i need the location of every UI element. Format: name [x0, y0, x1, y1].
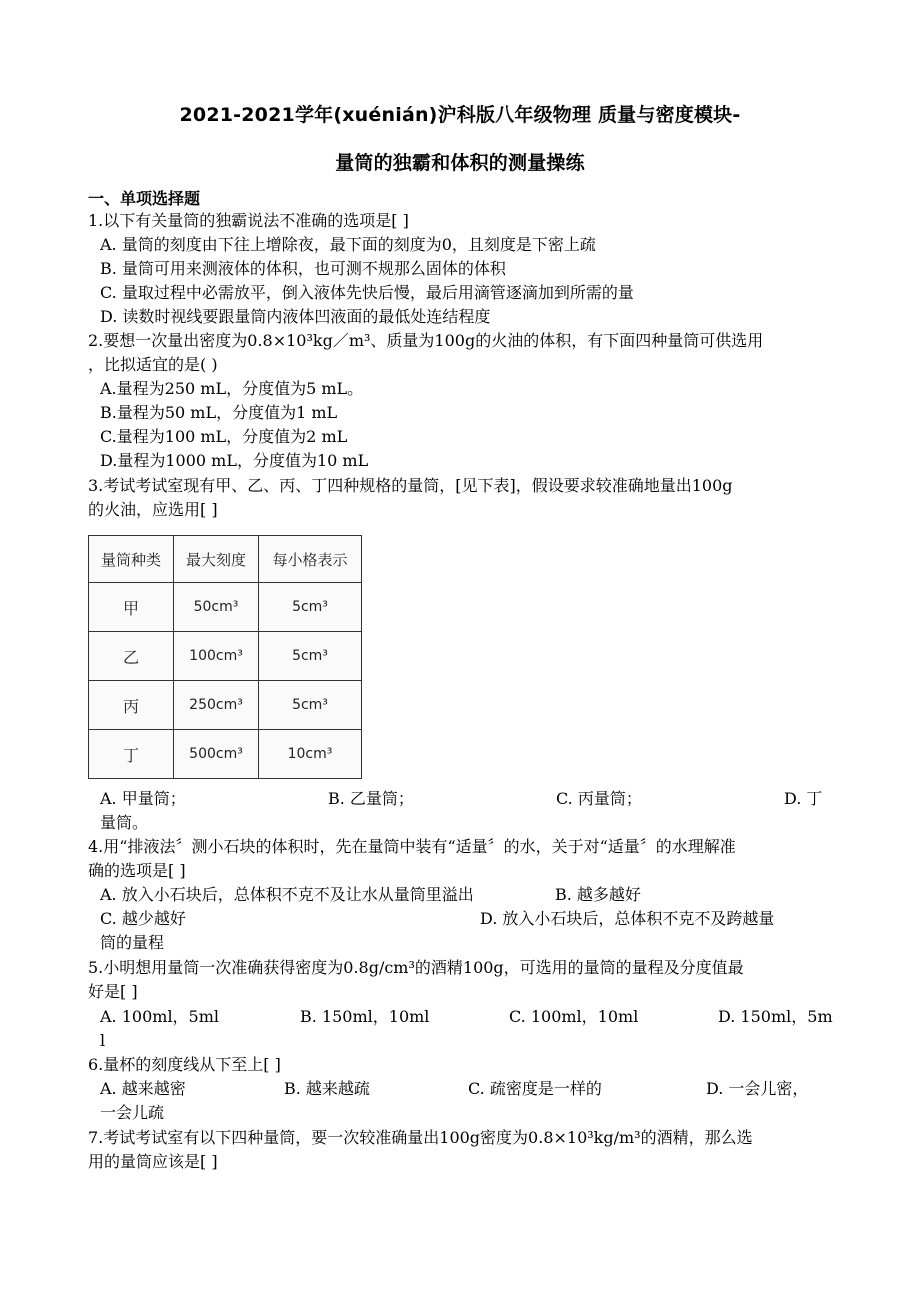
q4-option-d-cont: 筒的量程 — [100, 933, 165, 952]
q1-option-c: C. 量取过程中必需放平，倒入液体先快后慢，最后用滴管逐滴加到所需的量 — [100, 283, 634, 302]
q3-option-d: D. 丁 — [784, 789, 823, 808]
q5-option-c: C. 100ml，10ml — [509, 1007, 639, 1026]
q2-option-b: B.量程为50 mL，分度值为1 mL — [100, 403, 338, 422]
title-line-2: 量筒的独霸和体积的测量操练 — [335, 152, 585, 174]
table-header-cell: 最大刻度 — [174, 536, 259, 583]
q3-stem-cont: 的火油，应选用[ ] — [88, 500, 218, 519]
table-cell-unit: 5cm³ — [259, 632, 362, 681]
q5-option-d: D. 150ml，5m — [718, 1007, 833, 1026]
q4-stem-cont: 确的选项是[ ] — [88, 861, 186, 880]
q4-stem: 4.用“排液法〞测小石块的体积时，先在量筒中装有“适量〞的水，关于对“适量〞的水理解准 — [88, 837, 736, 856]
q2-stem-cont: ，比拟适宜的是( ) — [88, 355, 218, 374]
q6-option-a: A. 越来越密 — [100, 1079, 186, 1098]
table-cell-kind: 丙 — [89, 681, 174, 730]
section-heading: 一、单项选择题 — [88, 189, 201, 208]
q5-stem-cont: 好是[ ] — [88, 982, 138, 1001]
q4-option-a: A. 放入小石块后，总体积不克不及让水从量筒里溢出 — [100, 885, 474, 904]
table-row — [89, 681, 362, 730]
q6-stem: 6.量杯的刻度线从下至上[ ] — [88, 1055, 281, 1074]
q5-option-d-cont: l — [100, 1031, 106, 1050]
q7-stem-cont: 用的量筒应该是[ ] — [88, 1152, 218, 1171]
table-cell-kind: 乙 — [89, 632, 174, 681]
table-cell-max: 50cm³ — [174, 583, 259, 632]
q6-option-d-cont: 一会儿疏 — [100, 1103, 165, 1122]
q1-option-d: D. 读数时视线要跟量筒内液体凹液面的最低处连结程度 — [100, 307, 491, 326]
q3-option-a: A. 甲量筒； — [100, 789, 186, 808]
q3-option-d-cont: 量筒。 — [100, 813, 149, 832]
q2-option-c: C.量程为100 mL，分度值为2 mL — [100, 427, 348, 446]
table-cell-kind: 甲 — [89, 583, 174, 632]
table-cell-unit: 5cm³ — [259, 583, 362, 632]
q4-option-b: B. 越多越好 — [555, 885, 641, 904]
q1-stem: 1.以下有关量筒的独霸说法不准确的选项是[ ] — [88, 211, 409, 230]
table-header-row — [89, 536, 362, 583]
table-cell-kind: 丁 — [89, 730, 174, 779]
q3-option-b: B. 乙量筒； — [328, 789, 414, 808]
table-cell-unit: 10cm³ — [259, 730, 362, 779]
q6-option-c: C. 疏密度是一样的 — [468, 1079, 602, 1098]
table-cell-max: 100cm³ — [174, 632, 259, 681]
table-cell-unit: 5cm³ — [259, 681, 362, 730]
q2-option-a: A.量程为250 mL，分度值为5 mL。 — [100, 379, 364, 398]
table-row — [89, 632, 362, 681]
q6-option-b: B. 越来越疏 — [284, 1079, 370, 1098]
q2-stem: 2.要想一次量出密度为0.8×10³kg／m³、质量为100g的火油的体积，有下面四种量筒可供选用 — [88, 331, 764, 350]
table-cell-max: 250cm³ — [174, 681, 259, 730]
q7-stem: 7.考试考试室有以下四种量筒，要一次较准确量出100g密度为0.8×10³kg/m³的酒精，那么选 — [88, 1128, 753, 1147]
table-header-cell: 每小格表示 — [259, 536, 362, 583]
q2-option-d: D.量程为1000 mL，分度值为10 mL — [100, 451, 369, 470]
cylinder-spec-table — [88, 535, 362, 779]
table-row — [89, 730, 362, 779]
q5-stem: 5.小明想用量筒一次准确获得密度为0.8g/cm³的酒精100g，可选用的量筒的量程及分度值最 — [88, 958, 744, 977]
table-row — [89, 583, 362, 632]
table-cell-max: 500cm³ — [174, 730, 259, 779]
q1-option-a: A. 量筒的刻度由下往上增除夜，最下面的刻度为0，且刻度是下密上疏 — [100, 235, 596, 254]
q4-option-d: D. 放入小石块后，总体积不克不及跨越量 — [480, 909, 775, 928]
q1-option-b: B. 量筒可用来测液体的体积，也可测不规那么固体的体积 — [100, 259, 506, 278]
q3-option-c: C. 丙量筒； — [556, 789, 642, 808]
q5-option-a: A. 100ml，5ml — [100, 1007, 220, 1026]
table-header-cell: 量筒种类 — [89, 536, 174, 583]
q5-option-b: B. 150ml，10ml — [300, 1007, 430, 1026]
q6-option-d: D. 一会儿密， — [706, 1079, 809, 1098]
title-line-1: 2021-2021学年(xuénián)沪科版八年级物理 质量与密度模块- — [179, 104, 741, 126]
q3-stem: 3.考试考试室现有甲、乙、丙、丁四种规格的量筒，[见下表]，假设要求较准确地量出100g — [88, 476, 733, 495]
q4-option-c: C. 越少越好 — [100, 909, 186, 928]
